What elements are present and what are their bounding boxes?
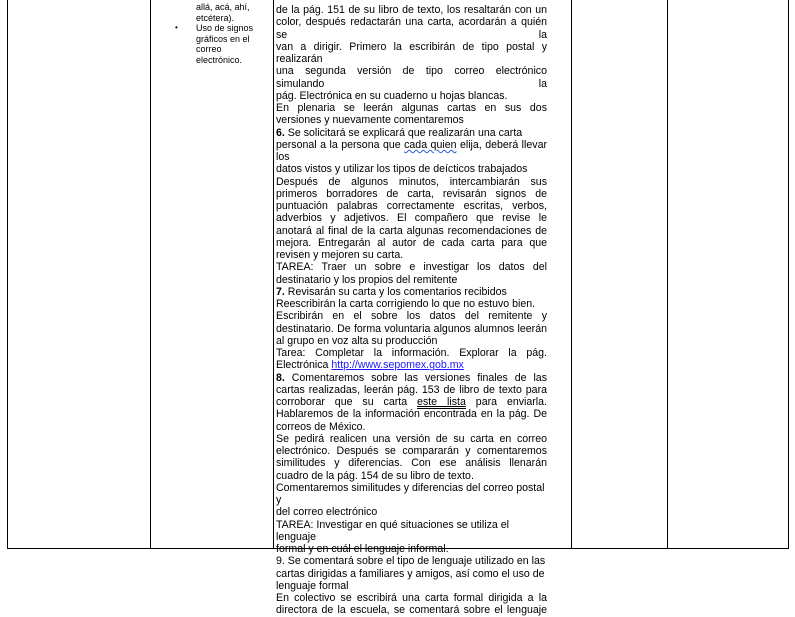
activity-text-line: [276, 604, 547, 616]
line-text: En colectivo se escribirá una carta formal dirigida a la: [276, 592, 547, 604]
activity-text-line: [276, 41, 547, 66]
activity-text-line: [276, 310, 547, 322]
bullet-line: correo: [196, 44, 222, 55]
line-text: correos de México.: [276, 420, 366, 433]
line-text: versiones y nuevamente comentaremos: [276, 114, 464, 127]
activity-text-line: [276, 237, 547, 249]
activity-text-line: [276, 359, 547, 371]
activity-text-line: [276, 408, 547, 420]
table-border-right: [788, 0, 789, 549]
activity-text-line: [276, 249, 547, 261]
activity-text-line: [276, 139, 547, 164]
activity-text-line: [276, 65, 547, 90]
column-divider-4: [667, 0, 668, 549]
sepomex-link[interactable]: http://www.sepomex.gob.mx: [331, 359, 464, 372]
line-text: datos vistos y utilizar los tipos de deícticos trabajados: [276, 163, 528, 176]
line-text: para enviarla.: [465, 396, 547, 408]
activity-text-line: [276, 90, 547, 102]
activity-text-line: [276, 335, 547, 347]
line-text: Escribirán en el sobre los datos del remitente y: [276, 310, 547, 323]
grammar-flagged-text: cada quien: [404, 138, 457, 151]
bullet-line: Uso de signos: [196, 23, 254, 34]
activities-cell: [276, 4, 547, 617]
activity-text-line: [276, 482, 547, 507]
activity-text-line: [276, 176, 547, 188]
activity-text-line: [276, 372, 547, 384]
line-text: Comentaremos similitudes y diferencias del correo postal y: [276, 481, 545, 506]
content-continuation: [157, 2, 272, 23]
column-divider-2: [273, 0, 274, 549]
column-divider-1: [150, 0, 151, 549]
activity-text-line: [276, 212, 547, 224]
line-text: destinatario y los propios del remitente: [276, 273, 458, 286]
line-text: TAREA: Traer un sobre e investigar los datos del: [276, 261, 547, 274]
activity-text-line: [276, 506, 547, 518]
line-text: pág. Electrónica en su cuaderno u hojas blancas.: [276, 89, 508, 102]
activity-text-line: [276, 323, 547, 335]
line-text: Revisarán su carta y los comentarios recibidos: [284, 285, 507, 298]
line-text: una segunda versión de tipo correo electrónico simulando la: [276, 65, 547, 90]
activity-text-line: [276, 347, 547, 359]
line-text: color, después redactarán una carta, acordarán a quién se la: [276, 16, 547, 41]
step-number: 6.: [276, 126, 285, 139]
activity-text-line: [276, 286, 547, 298]
line-text: van a dirigir. Primero la escribirán de tipo postal y realizarán: [276, 40, 547, 65]
activity-text-line: [276, 114, 547, 126]
step-number: 8.: [276, 371, 285, 384]
line-text: Comentaremos sobre las versiones finales de las: [284, 371, 547, 384]
line-text: corroborar que su carta: [276, 396, 418, 408]
activity-text-line: [276, 261, 547, 273]
line-text: cartas dirigidas a familiares y amigos, así como el uso de: [276, 567, 545, 580]
column-divider-3: [571, 0, 572, 549]
line-text: anotará al final de la carta algunas recomendaciones de: [276, 224, 547, 237]
activity-text-line: [276, 555, 547, 567]
activity-text-line: [276, 580, 547, 592]
line-text: del correo electrónico: [276, 506, 378, 519]
content-cell: [157, 2, 272, 66]
grammar-flagged-text: este lista: [417, 396, 466, 408]
bullet-icon: •: [175, 23, 178, 33]
bullet-line: electrónico.: [196, 54, 243, 65]
activity-text-line: [276, 16, 547, 41]
activity-text-line: [276, 421, 547, 433]
line-text: Reescribirán la carta corrigiendo lo que no estuvo bien.: [276, 298, 536, 310]
step-number: 7.: [276, 285, 285, 298]
activity-text-line: [276, 4, 547, 16]
line-text: destinatario. De forma voluntaria algunos alumnos leerán: [276, 322, 547, 335]
activity-text-line: [276, 274, 547, 286]
activity-text-line: [276, 543, 547, 555]
line-text: Después de algunos minutos, intercambiarán sus: [276, 175, 547, 188]
activity-text-line: [276, 396, 547, 408]
line-text: Tarea: Completar la información. Explorar la pág.: [276, 347, 547, 359]
activity-text-line: [276, 127, 547, 139]
line-text: personal a la persona que: [276, 138, 405, 151]
content-continuation-text: allá, acá, ahí, etcétera).: [196, 2, 250, 23]
line-text: cartas realizadas, leerán pág. 153 de libro de texto para: [276, 383, 547, 396]
line-text: primeros borradores de carta, revisarán signos de: [276, 187, 547, 200]
table-border-left: [7, 0, 8, 549]
activity-text-line: [276, 568, 547, 580]
activity-text-line: [276, 163, 547, 175]
activity-text-line: [276, 200, 547, 212]
activity-text-line: [276, 384, 547, 396]
line-text: directora de la escuela, se comentará sobre el lenguaje: [276, 604, 547, 617]
line-text: Electrónica: [276, 359, 332, 372]
activity-text-line: [276, 188, 547, 200]
activity-text-line: [276, 433, 547, 445]
line-text: electrónico. Después se compararán y comentaremos: [276, 445, 547, 457]
line-text: 9. Se comentará sobre el tipo de lenguaje utilizado en las: [276, 555, 546, 568]
activity-text-line: [276, 470, 547, 482]
line-text: al grupo en voz alta su producción: [276, 334, 438, 347]
line-text: lenguaje formal: [276, 579, 349, 592]
line-text: similitudes y diferencias. Con ese análisis llenarán: [276, 457, 547, 470]
line-text: TAREA: Investigar en qué situaciones se utiliza el lenguaje: [276, 518, 509, 543]
activity-text-line: [276, 102, 547, 114]
line-text: Hablaremos de la información encontrada en la pág. De: [276, 408, 547, 421]
line-text: En plenaria se leerán algunas cartas en sus dos: [276, 102, 547, 114]
line-text: Se solicitará se explicará que realizarán una carta: [284, 126, 523, 139]
activity-text-line: [276, 445, 547, 457]
line-text: cuadro de la pág. 154 de su libro de texto.: [276, 469, 474, 482]
content-bullet-item: [157, 23, 272, 65]
line-text: de la pág. 151 de su libro de texto, los resaltarán con un: [276, 4, 547, 16]
activity-text-line: [276, 298, 547, 310]
line-text: Se pedirá realicen una versión de su carta en correo: [276, 432, 547, 445]
line-text: formal y en cuál el lenguaje informal.: [276, 543, 449, 555]
line-text: puntuación palabras correctamente escritas, verbos,: [276, 200, 547, 212]
bullet-line: gráficos en el: [196, 33, 250, 44]
activity-text-line: [276, 519, 547, 544]
line-text: revisen y mejoren su carta.: [276, 249, 404, 261]
line-text: mejora. Entregarán al autor de cada carta para que: [276, 236, 547, 249]
activity-text-line: [276, 592, 547, 604]
line-text: adverbios y adjetivos. El compañero que revise le: [276, 212, 547, 225]
activity-text-line: [276, 457, 547, 469]
activity-text-line: [276, 225, 547, 237]
line-text: elija, deberá llevar los: [276, 138, 547, 163]
